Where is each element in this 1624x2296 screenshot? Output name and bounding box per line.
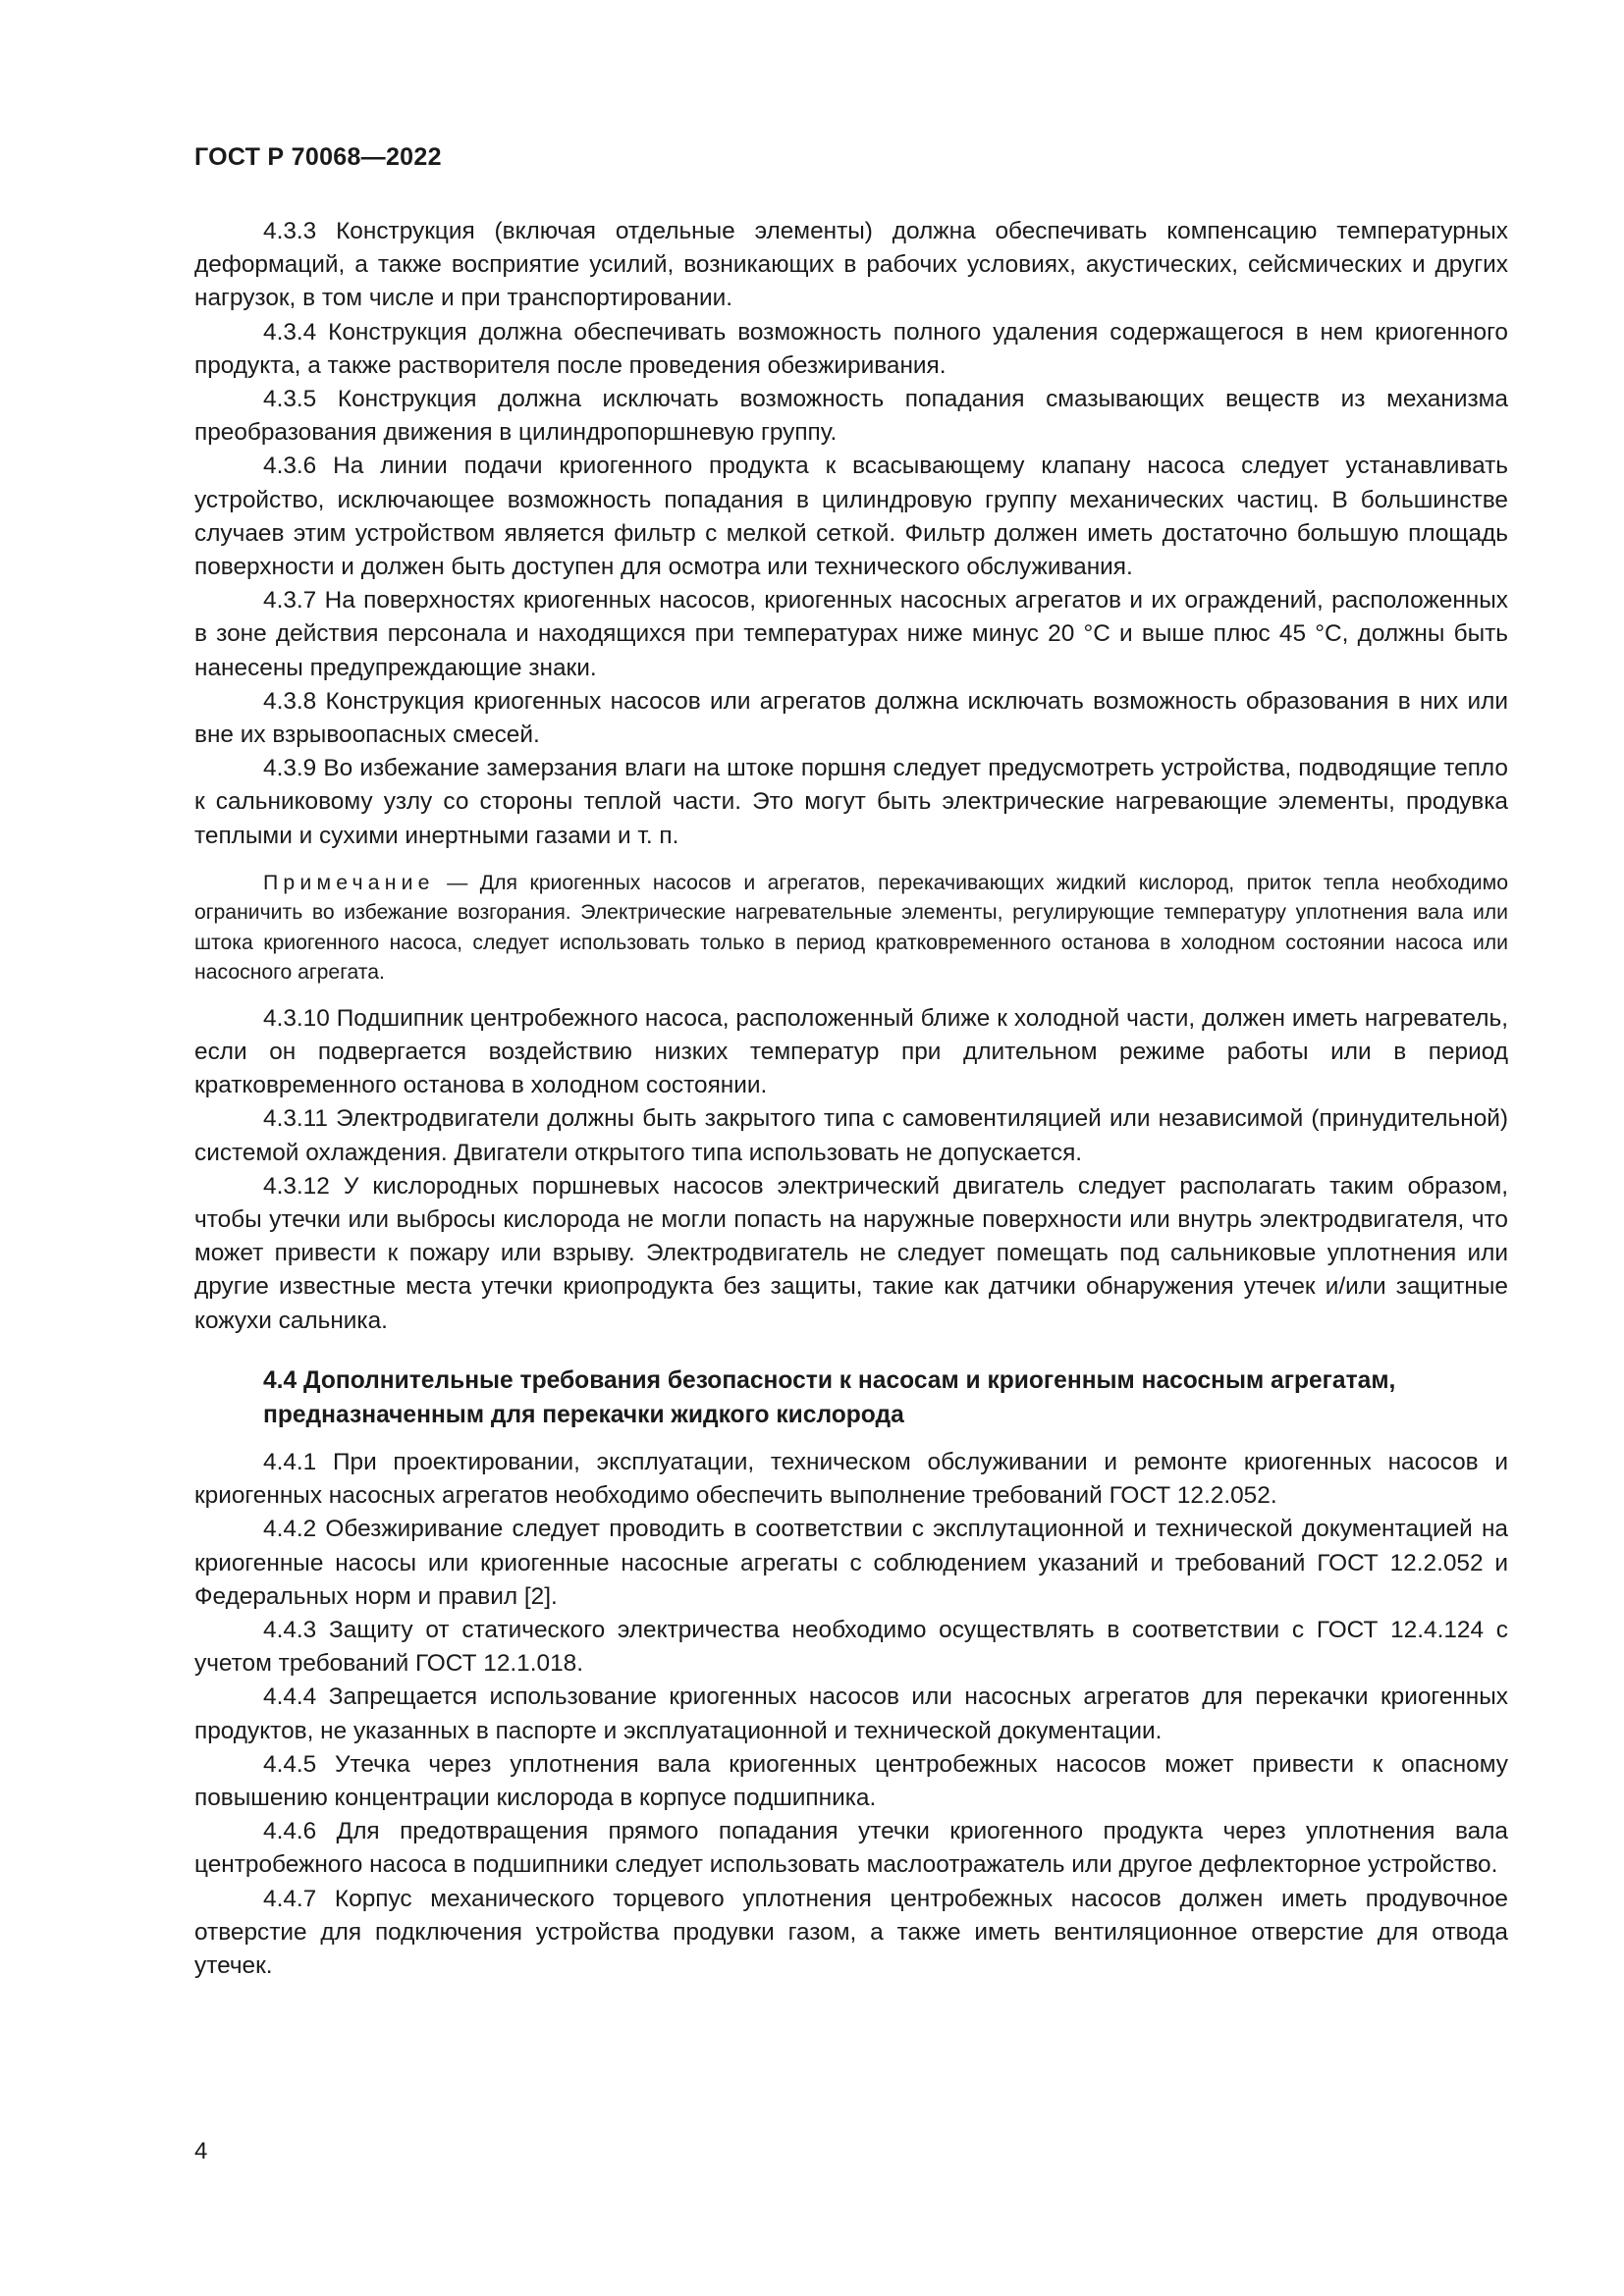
clause-4-3-11: 4.3.11 Электродвигатели должны быть закрытого типа с самовентиляцией или независимой (принудительной) системой охлаждения. Двигатели открытого типа использовать не допускается. (194, 1105, 1508, 1166)
clause-4-3-7: 4.3.7 На поверхностях криогенных насосов, криогенных насосных агрегатов и их ограждений, расположенных в зоне действия персонала и находящихся при температурах ниже минус 20 °С и выше плюс 45 °С, должны быть нанесены предупреждающие знаки. (194, 587, 1508, 681)
clause-4-3-8: 4.3.8 Конструкция криогенных насосов или агрегатов должна исключать возможность образования в них или вне их взрывоопасных смесей. (194, 687, 1508, 749)
clause-4-4-5: 4.4.5 Утечка через уплотнения вала криогенных центробежных насосов может привести к опасному повышению концентрации кислорода в корпусе подшипника. (194, 1750, 1508, 1811)
clause-4-3-4: 4.3.4 Конструкция должна обеспечивать возможность полного удаления содержащегося в нем криогенного продукта, а также растворителя после проведения обезжиривания. (194, 318, 1508, 379)
clause-4-3-5: 4.3.5 Конструкция должна исключать возможность попадания смазывающих веществ из механизма преобразования движения в цилиндропоршневую группу. (194, 386, 1508, 447)
clause-4-4-6: 4.4.6 Для предотвращения прямого попадания утечки криогенного продукта через уплотнения вала центробежного насоса в подшипники следует использовать маслоотражатель или другое дефлекторное устройство. (194, 1818, 1508, 1879)
clause-4-4-4: 4.4.4 Запрещается использование криогенных насосов или насосных агрегатов для перекачки криогенных продуктов, не указанных в паспорте и эксплуатационной и технической документации. (194, 1683, 1508, 1744)
document-page (194, 143, 1508, 1983)
clause-4-3-9: 4.3.9 Во избежание замерзания влаги на штоке поршня следует предусмотреть устройства, подводящие тепло к сальниковому узлу со стороны теплой части. Это могут быть электрические нагревающие элементы, продувка теплыми и сухими инертными газами и т. п. (194, 755, 1508, 849)
document-header: ГОСТ Р 70068—2022 (194, 143, 442, 171)
document-body (194, 215, 1508, 1983)
note-text: — Для криогенных насосов и агрегатов, перекачивающих жидкий кислород, приток тепла необходимо ограничить во избежание возгорания. Электрические нагревательные элементы, регулирующие температуру уплотнения вала или штока криогенного насоса, следует использовать только в период кратковременного останова в холодном состоянии насоса или насосного агрегата. (194, 871, 1508, 985)
clause-4-3-6: 4.3.6 На линии подачи криогенного продукта к всасывающему клапану насоса следует устанавливать устройство, исключающее возможность попадания в цилиндровую группу механических частиц. В большинстве случаев этим устройством является фильтр с мелкой сеткой. Фильтр должен иметь достаточно большую площадь поверхности и должен быть доступен для осмотра или технического обслуживания. (194, 453, 1508, 581)
clause-4-3-12: 4.3.12 У кислородных поршневых насосов электрический двигатель следует располагать таким образом, чтобы утечки или выбросы кислорода не могли попасть на наружные поверхности или внутрь электродвигателя, что может привести к пожару или взрыву. Электродвигатель не следует помещать под сальниковые уплотнения или другие известные места утечки криопродукта без защиты, такие как датчики обнаружения утечек и/или защитные кожухи сальника. (194, 1172, 1508, 1334)
section-title-4-4: 4.4 Дополнительные требования безопасности к насосам и криогенным насосным агрегатам, предназначенным для перекачки жидкого кислорода (263, 1366, 1396, 1428)
clause-4-3-10: 4.3.10 Подшипник центробежного насоса, расположенный ближе к холодной части, должен иметь нагреватель, если он подвергается воздействию низких температур при длительном режиме работы или в период кратковременного останова в холодном состоянии. (194, 1004, 1508, 1099)
clause-4-4-1: 4.4.1 При проектировании, эксплуатации, техническом обслуживании и ремонте криогенных насосов и криогенных насосных агрегатов необходимо обеспечить выполнение требований ГОСТ 12.2.052. (194, 1448, 1508, 1510)
clause-4-3-3: 4.3.3 Конструкция (включая отдельные элементы) должна обеспечивать компенсацию температурных деформаций, а также восприятие усилий, возникающих в рабочих условиях, акустических, сейсмических и других нагрузок, в том числе и при транспортировании. (194, 218, 1508, 312)
note-label: Примечание (263, 871, 435, 894)
clause-4-4-2: 4.4.2 Обезжиривание следует проводить в соответствии с эксплутационной и технической документацией на криогенные насосы или криогенные насосные агрегаты с соблюдением указаний и требований ГОСТ 12.2.052 и Федеральных норм и правил [2]. (194, 1516, 1508, 1610)
clause-4-4-7: 4.4.7 Корпус механического торцевого уплотнения центробежных насосов должен иметь продувочное отверстие для подключения устройства продувки газом, а также иметь вентиляционное отверстие для отвода утечек. (194, 1885, 1508, 1979)
page-number: 4 (194, 2138, 208, 2164)
clause-4-4-3: 4.4.3 Защиту от статического электричества необходимо осуществлять в соответствии с ГОСТ 12.4.124 с учетом требований ГОСТ 12.1.018. (194, 1616, 1508, 1678)
note-block (194, 869, 1508, 988)
